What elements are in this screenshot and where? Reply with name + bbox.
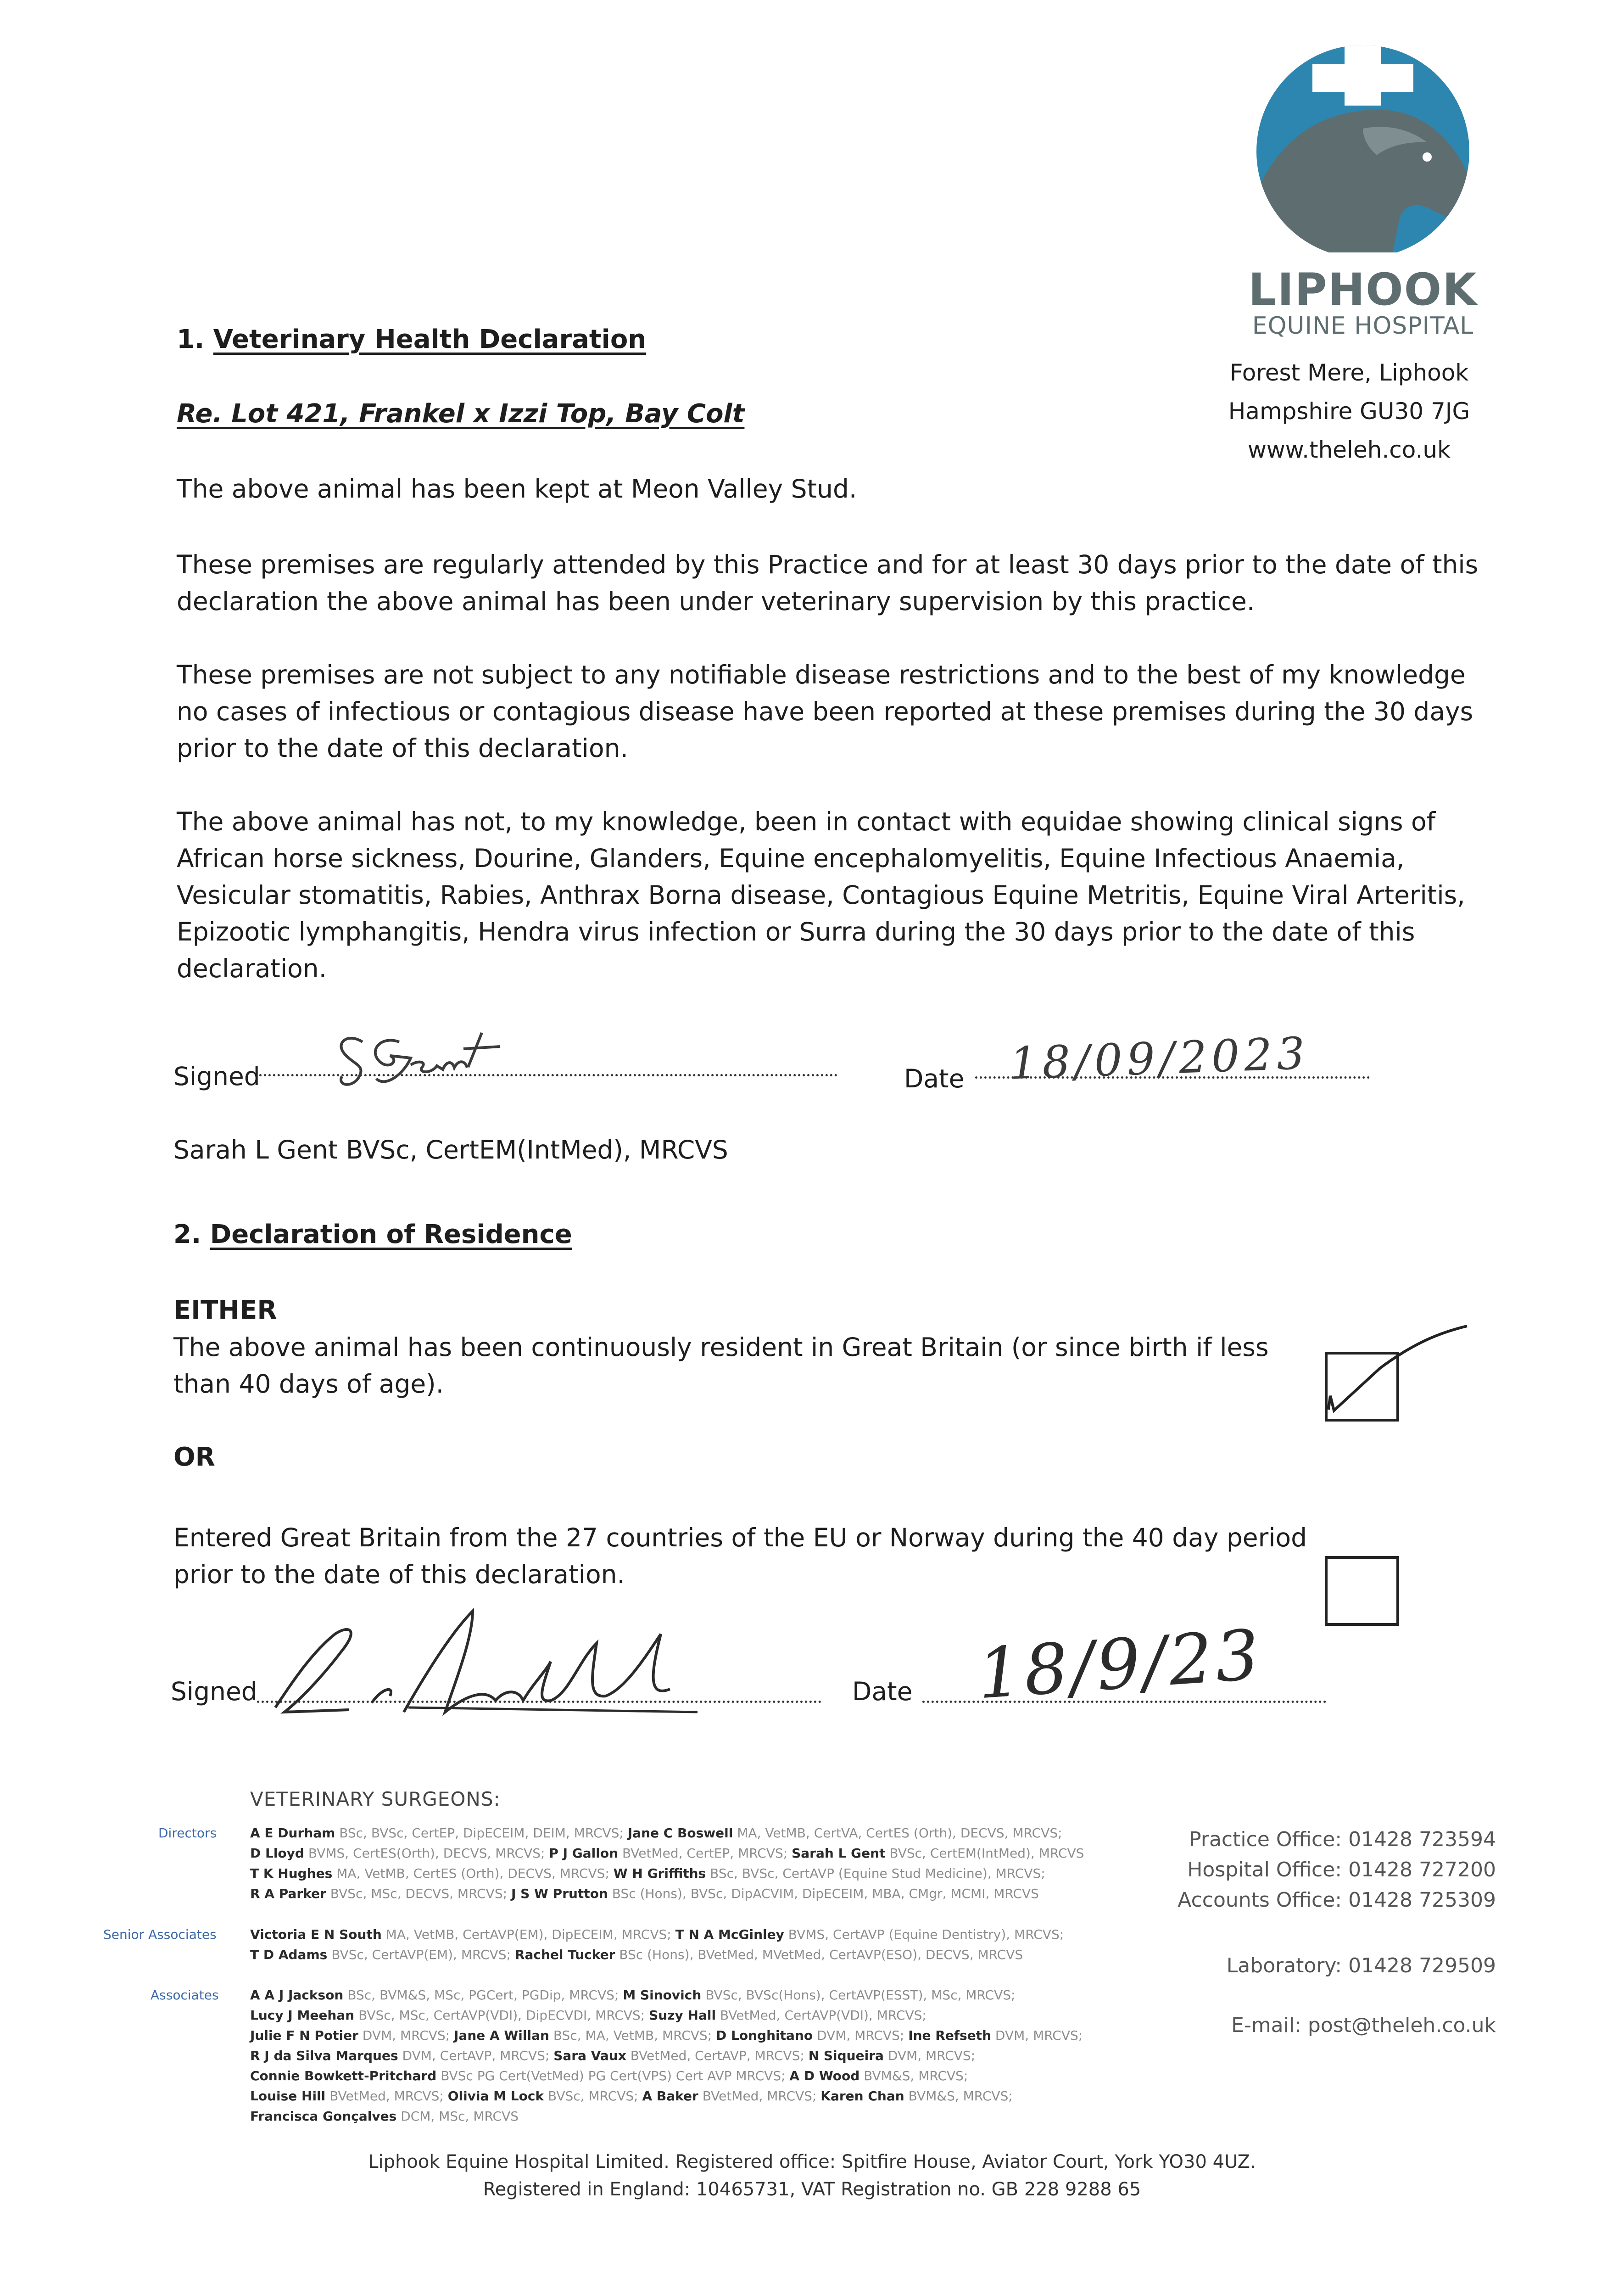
surgeon-qualifications: BSc (Hons), BVSc, DipACVIM, DipECEIM, MBA, CMgr, MCMI, MRCVS xyxy=(612,1886,1039,1901)
surgeon-row xyxy=(250,1843,1084,1864)
surgeon-name: Olivia M Lock xyxy=(447,2088,544,2104)
surgeon-qualifications: MA, VetMB, CertES (Orth), DECVS, MRCVS; xyxy=(336,1866,609,1881)
surgeon-row xyxy=(250,2086,1083,2106)
surgeon-row xyxy=(250,1945,1064,1965)
surgeon-name: Ine Refseth xyxy=(908,2028,991,2043)
logo-name: LIPHOOK xyxy=(1248,264,1478,315)
surgeon-name: Sarah L Gent xyxy=(792,1846,886,1861)
surgeon-name: D Lloyd xyxy=(250,1846,304,1861)
surgeon-qualifications: BVMS, CertAVP (Equine Dentistry), MRCVS; xyxy=(788,1927,1064,1942)
surgeon-qualifications: BVSc, MRCVS; xyxy=(548,2088,638,2104)
surgeon-name: Sara Vaux xyxy=(553,2048,626,2063)
signed-label-2: Signed xyxy=(171,1677,257,1706)
surgeon-name: Louise Hill xyxy=(250,2088,326,2104)
address-line-2: Hampshire GU30 7JG xyxy=(1228,398,1470,425)
surgeon-name: R J da Silva Marques xyxy=(250,2048,398,2063)
option-resident-text: The above animal has been continuously resident in Great Britain (or since birth if less than 40 days of age). xyxy=(173,1332,1269,1399)
surgeon-qualifications: BVetMed, CertAVP, MRCVS; xyxy=(630,2048,804,2063)
contact-offices xyxy=(1120,1825,1496,1915)
surgeon-qualifications: DVM, CertAVP, MRCVS; xyxy=(402,2048,550,2063)
surgeon-name: R A Parker xyxy=(250,1886,326,1901)
surgeon-qualifications: DVM, MRCVS; xyxy=(362,2028,450,2043)
accounts-office-phone[interactable]: Accounts Office: 01428 725309 xyxy=(1178,1888,1496,1912)
hospital-office-phone[interactable]: Hospital Office: 01428 727200 xyxy=(1187,1858,1496,1881)
section-2-heading xyxy=(173,1216,572,1253)
paragraph-kept-at: The above animal has been kept at Meon Valley Stud. xyxy=(177,474,857,504)
paragraph-diseases: The above animal has not, to my knowledge, been in contact with equidae showing clinical signs of African horse sickness, Dourine, Glanders, Equine encephalomyelitis, Equine Infectious Anaemia, Vesicular stomatitis, Rabies, Anthrax Borna disease, Contagious Equine Metritis, Equine Viral Arteritis, Epizootic lymphangitis, Hendra virus infection or Surra during the 30 days prior to the date of this declaration. xyxy=(177,807,1465,983)
surgeon-qualifications: BSc, BVSc, CertEP, DipECEIM, DEIM, MRCVS; xyxy=(339,1825,624,1841)
surgeon-name: Rachel Tucker xyxy=(514,1947,615,1962)
surgeon-qualifications: MA, VetMB, CertAVP(EM), DipECEIM, MRCVS; xyxy=(385,1927,671,1942)
date-label-1: Date xyxy=(904,1064,965,1093)
surgeon-name: Victoria E N South xyxy=(250,1927,382,1942)
surgeon-name: P J Gallon xyxy=(549,1846,619,1861)
surgeon-name: Lucy J Meehan xyxy=(250,2008,355,2023)
surgeon-qualifications: BVetMed, CertEP, MRCVS; xyxy=(622,1846,788,1861)
surgeon-row xyxy=(250,2026,1083,2046)
senior-associates-list xyxy=(250,1925,1064,1965)
or-label: OR xyxy=(173,1442,215,1472)
section-1-number: 1. xyxy=(177,325,205,354)
surgeon-qualifications: BVSc, CertEM(IntMed), MRCVS xyxy=(889,1846,1084,1861)
surgeon-qualifications: BVetMed, CertAVP(VDI), MRCVS; xyxy=(720,2008,926,2023)
section-2-number: 2. xyxy=(173,1220,201,1249)
surgeon-qualifications: BVSc PG Cert(VetMed) PG Cert(VPS) Cert AVP MRCVS; xyxy=(441,2068,786,2083)
surgeon-qualifications: BVM&S, MRCVS; xyxy=(864,2068,968,2083)
horse-head-logo-icon xyxy=(1211,37,1514,252)
signature-second xyxy=(257,1597,716,1726)
practice-address xyxy=(1202,353,1496,469)
section-1-title: Veterinary Health Declaration xyxy=(213,325,647,354)
signed-label-1: Signed xyxy=(173,1062,260,1091)
veterinary-surgeons-title: VETERINARY SURGEONS: xyxy=(250,1788,501,1810)
lot-reference: Re. Lot 421, Frankel x Izzi Top, Bay Colt xyxy=(177,399,745,429)
surgeon-qualifications: BVSc, CertAVP(EM), MRCVS; xyxy=(331,1947,511,1962)
surgeon-name: T N A McGinley xyxy=(675,1927,784,1942)
sarah-gent-details: Sarah L Gent BVSc, CertEM(IntMed), MRCVS xyxy=(173,1135,728,1164)
role-senior-associates: Senior Associates xyxy=(103,1927,217,1942)
surgeon-qualifications: BVetMed, MRCVS; xyxy=(702,2088,817,2104)
surgeon-qualifications: BVM&S, MRCVS; xyxy=(908,2088,1013,2104)
address-line-1: Forest Mere, Liphook xyxy=(1229,359,1469,386)
surgeon-name: J S W Prutton xyxy=(511,1886,608,1901)
website-link[interactable]: www.theleh.co.uk xyxy=(1247,437,1451,463)
surgeon-name: Suzy Hall xyxy=(649,2008,716,2023)
surgeon-row xyxy=(250,2005,1083,2026)
either-label: EITHER xyxy=(173,1295,277,1325)
surgeon-qualifications: DVM, MRCVS; xyxy=(887,2048,976,2063)
laboratory-phone[interactable]: Laboratory: 01428 729509 xyxy=(1226,1954,1496,1977)
surgeon-qualifications: BVetMed, MRCVS; xyxy=(329,2088,444,2104)
logo xyxy=(1211,37,1514,349)
surgeon-name: Jane A Willan xyxy=(454,2028,549,2043)
surgeon-qualifications: BSc, BVSc, CertAVP (Equine Stud Medicine), MRCVS; xyxy=(710,1866,1045,1881)
section-1-heading xyxy=(177,321,646,358)
surgeon-qualifications: BSc, BVM&S, MSc, PGCert, PGDip, MRCVS; xyxy=(347,1987,619,2003)
surgeon-row xyxy=(250,2046,1083,2066)
surgeon-qualifications: BVSc, BVSc(Hons), CertAVP(ESST), MSc, MRCVS; xyxy=(705,1987,1016,2003)
signature-gent xyxy=(330,1024,505,1097)
surgeon-row xyxy=(250,2106,1083,2127)
surgeon-name: A Baker xyxy=(642,2088,698,2104)
checkbox-resident[interactable] xyxy=(1325,1352,1399,1422)
surgeon-name: A A J Jackson xyxy=(250,1987,344,2003)
surgeon-row xyxy=(250,1985,1083,2005)
date-handwritten-2: 18/9/23 xyxy=(975,1615,1265,1715)
surgeon-qualifications: DVM, MRCVS; xyxy=(995,2028,1083,2043)
surgeon-name: T D Adams xyxy=(250,1947,328,1962)
practice-office-phone[interactable]: Practice Office: 01428 723594 xyxy=(1189,1828,1496,1851)
checkmark-icon xyxy=(1325,1304,1472,1414)
role-associates: Associates xyxy=(151,1987,219,2003)
footer-registration: Registered in England: 10465731, VAT Registration no. GB 228 9288 65 xyxy=(483,2179,1141,2200)
surgeon-name: M Sinovich xyxy=(623,1987,702,2003)
surgeon-name: T K Hughes xyxy=(250,1866,333,1881)
option-entered-text: Entered Great Britain from the 27 countries of the EU or Norway during the 40 day period prior to the date of this declaration. xyxy=(173,1523,1307,1589)
logo-subtitle: EQUINE HOSPITAL xyxy=(1252,312,1474,340)
surgeon-row xyxy=(250,1823,1084,1843)
directors-list xyxy=(250,1823,1084,1904)
surgeon-qualifications: BVSc, MSc, DECVS, MRCVS; xyxy=(330,1886,508,1901)
surgeon-qualifications: MA, VetMB, CertVA, CertES (Orth), DECVS, MRCVS; xyxy=(737,1825,1062,1841)
surgeon-qualifications: BVSc, MSc, CertAVP(VDI), DipECVDI, MRCVS; xyxy=(358,2008,645,2023)
email-contact[interactable]: E-mail: post@theleh.co.uk xyxy=(1231,2014,1496,2037)
date-label-2: Date xyxy=(852,1677,913,1706)
surgeon-name: A E Durham xyxy=(250,1825,335,1841)
surgeon-qualifications: DVM, MRCVS; xyxy=(816,2028,904,2043)
role-directors: Directors xyxy=(158,1825,217,1841)
associates-list xyxy=(250,1985,1083,2127)
surgeon-name: N Siqueira xyxy=(808,2048,884,2063)
paragraph-supervision: These premises are regularly attended by this Practice and for at least 30 days prior to the date of this declaration the above animal has been under veterinary supervision by this practice. xyxy=(177,550,1479,616)
surgeon-row xyxy=(250,2066,1083,2086)
footer-registered-office: Liphook Equine Hospital Limited. Registered office: Spitfire House, Aviator Court, York YO30 4UZ. xyxy=(368,2151,1256,2172)
section-2-title: Declaration of Residence xyxy=(210,1220,572,1249)
surgeon-name: W H Griffiths xyxy=(613,1866,706,1881)
surgeon-row xyxy=(250,1864,1084,1884)
surgeon-row xyxy=(250,1925,1064,1945)
date-handwritten-1: 18/09/2023 xyxy=(1009,1027,1311,1090)
surgeon-name: Jane C Boswell xyxy=(627,1825,733,1841)
surgeon-name: D Longhitano xyxy=(716,2028,813,2043)
surgeon-name: A D Wood xyxy=(789,2068,860,2083)
surgeon-name: Connie Bowkett-Pritchard xyxy=(250,2068,437,2083)
surgeon-qualifications: BVMS, CertES(Orth), DECVS, MRCVS; xyxy=(308,1846,545,1861)
surgeon-name: Julie F N Potier xyxy=(250,2028,358,2043)
paragraph-restrictions: These premises are not subject to any notifiable disease restrictions and to the best of my knowledge no cases of infectious or contagious disease have been reported at these premises during the 30 days prior to the date of this declaration. xyxy=(177,660,1473,763)
surgeon-name: Francisca Gonçalves xyxy=(250,2109,397,2124)
surgeon-qualifications: BSc, MA, VetMB, MRCVS; xyxy=(553,2028,712,2043)
surgeon-row xyxy=(250,1884,1084,1904)
surgeon-qualifications: BSc (Hons), BVetMed, MVetMed, CertAVP(ESO), DECVS, MRCVS xyxy=(619,1947,1023,1962)
surgeon-qualifications: DCM, MSc, MRCVS xyxy=(401,2109,519,2124)
checkbox-entered[interactable] xyxy=(1325,1556,1399,1626)
surgeon-name: Karen Chan xyxy=(820,2088,904,2104)
